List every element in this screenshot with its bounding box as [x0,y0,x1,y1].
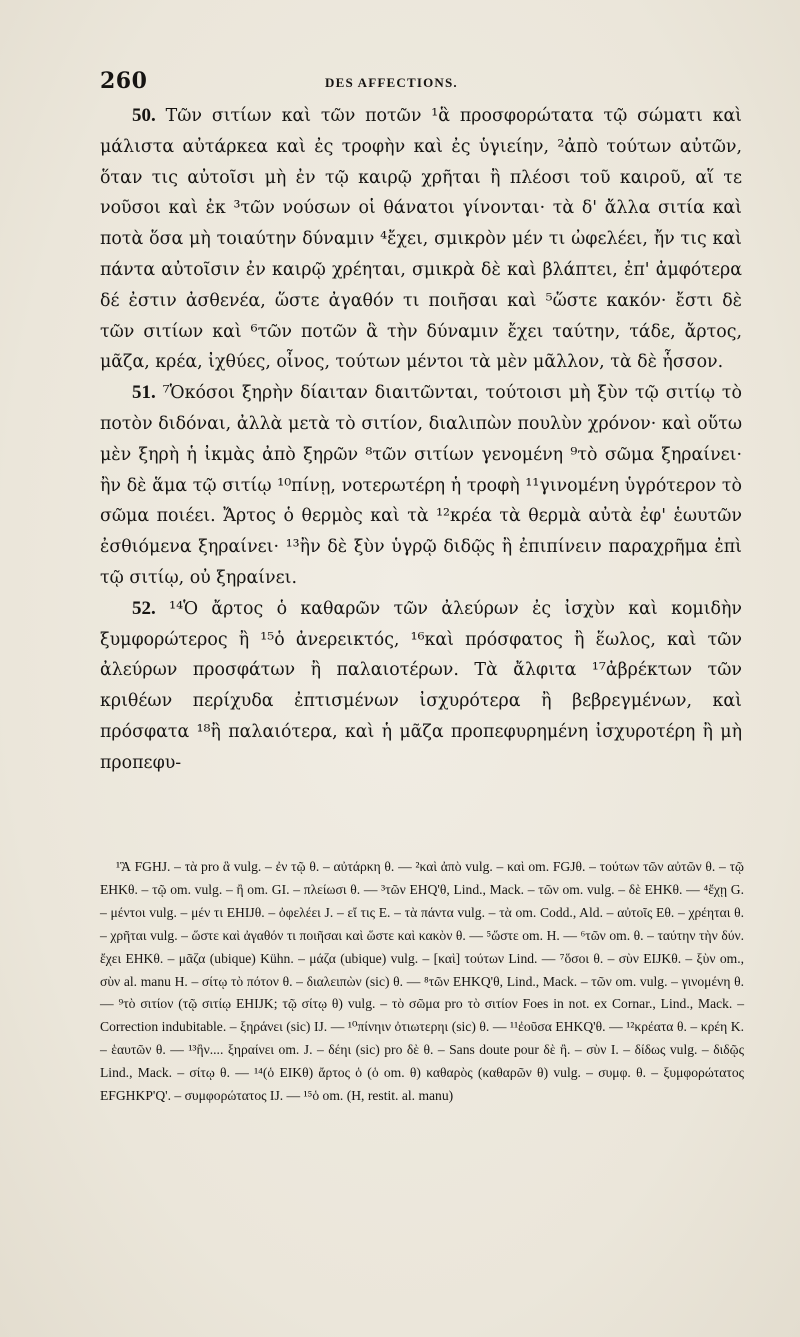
paragraph-number: 51. [132,382,156,404]
main-text [100,101,742,779]
footnotes [100,856,744,1108]
paragraph-number: 50. [132,105,156,126]
paragraph-51 [100,378,742,594]
paragraph-text: ¹⁴Ὁ ἄρτος ὁ καθαρῶν τῶν ἀλεύρων ἐς ἰσχὺν καὶ κομιδὴν ξυμφορώτερος ἢ ¹⁵ὁ ἀνερεικτός, ¹⁶καὶ πρόσφατος ἢ ἕωλος, καὶ τῶν ἀλεύρων προσφάτων ἢ παλαιοτέρων. Τὰ ἄλφιτα ¹⁷ἀβρέκτων τῶν κριθέων περίχυδα ἐπτισμένων ἰσχυρότερα ἢ βεβρεγμένων, καὶ πρόσφατα ¹⁸ἢ παλαιότερα, καὶ ἡ μᾶζα προπεφυρημένη ἰσχυροτέρη ἢ μὴ προπεφυ- [100,598,742,773]
paragraph-text: ⁷Ὁκόσοι ξηρὴν δίαιταν διαιτῶνται, τούτοισι μὴ ξὺν τῷ σιτίῳ τὸ ποτὸν διδόναι, ἀλλὰ μετὰ τὸ σιτίον, διαλιπὼν πουλὺν χρόνον· καὶ οὕτω μὲν ξηρὴ ἡ ἰκμὰς ἀπὸ ξηρῶν ⁸τῶν σιτίων γενομένη ⁹τὸ σῶμα ξηραίνει· ἢν δὲ ἅμα τῷ σιτίῳ ¹⁰πίνῃ, νοτερωτέρη ἡ τροφὴ ¹¹γινομένη ὑγρότερον τὸ σῶμα ποιέει. Ἄρτος ὁ θερμὸς καὶ τὰ ¹²κρέα τὰ θερμὰ αὐτὰ ἐφ' ἑωυτῶν ἐσθιόμενα ξηραίνει· ¹³ἢν δὲ ξὺν ὑγρῷ διδῷς ἢ ἐπιπίνειν παραχρῆμα ἐπὶ τῷ σιτίῳ, οὐ ξηραίνει. [100,383,743,588]
paragraph-50 [100,101,742,378]
paragraph-number: 52. [132,597,156,619]
page-number: 260 [100,68,148,94]
page-header [100,68,740,98]
paragraph-52 [100,594,742,779]
paragraph-text: Τῶν σιτίων καὶ τῶν ποτῶν ¹ἃ προσφορώτατα τῷ σώματι καὶ μάλιστα αὐτάρκεα καὶ ἐς τροφὴν καὶ ἐς ὑγιείην, ²ἀπὸ τούτων αὐτῶν, ὅταν τις αὐτοῖσι μὴ ἐν τῷ καιρῷ χρῆται ἢ πλέοσι τοῦ καιροῦ, αἵ τε νοῦσοι καὶ ἐκ ³τῶν νούσων οἱ θάνατοι γίνονται· τὰ δ' ἄλλα σιτία καὶ ποτὰ ὅσα μὴ τοιαύτην δύναμιν ⁴ἔχει, σμικρὸν μέν τι ὠφελέει, ἤν τις καὶ πάντα αὐτοῖσιν ἐν καιρῷ χρέηται, σμικρὰ δὲ καὶ βλάπτει, ἐπ' ἀμφότερα δέ ἐστιν ἀσθενέα, ὥστε ἀγαθόν τι ποιῆσαι καὶ ⁵ὥστε κακόν· ἔστι δὲ τῶν σιτίων καὶ ⁶τῶν ποτῶν ἃ τὴν δύναμιν ἔχει ταύτην, τάδε, ἄρτος, μᾶζα, κρέα, ἰχθύες, οἶνος, τούτων μέντοι τὰ μὲν μᾶλλον, τὰ δὲ ἧσσον. [100,106,743,373]
footnote-apparatus: ¹Ἃ FGHJ. – τὰ pro ἃ vulg. – ἐν τῷ θ. – αὐτάρκη θ. — ²καὶ ἀπὸ vulg. – καὶ om. FGJθ. – τούτων τῶν αὐτῶν θ. – τῷ EHKθ. – τῷ om. vulg. – ἢ om. GI. – πλείωσι θ. — ³τῶν EHQ'θ, Lind., Mack. – τῶν om. vulg. – δὲ EHKθ. — ⁴ἔχῃ G. – μέντοι vulg. – μέν τι EHIJθ. – ὀφελέει J. – εἴ τις E. – τὰ πάντα vulg. – τὰ om. Codd., Ald. – αὐτοῖς Eθ. – χρέηται θ. – χρῆται vulg. – ὥστε καὶ ἀγαθόν τι ποιῆσαι καὶ ὥστε καὶ κακὸν θ. — ⁵ὥστε om. H. — ⁶τῶν om. θ. – ταύτην τὴν δύν. ἔχει EHKθ. – μᾶζα (ubique) Kühn. – μάζα (ubique) vulg. – [καὶ] τούτων Lind. — ⁷ὅσοι θ. – σὺν EIJKθ. – ξὺν om., σὺν al. manu H. – σίτῳ τὸ πότον θ. – διαλειπὼν (sic) θ. — ⁸τῶν EHKQ'θ, Lind., Mack. – τῶν om. vulg. – γινομένη θ. — ⁹τὸ σιτίον (τῷ σιτίῳ EHIJK; τῷ σίτῳ θ) vulg. – τὸ σῶμα pro τὸ σιτίον Foes in not. ex Cornar., Lind., Mack. – Correction indubitable. – ξηράνει (sic) IJ. — ¹⁰πίνηιν ὀτιωτερηι (sic) θ. — ¹¹ἐοῦσα EHKQ'θ. — ¹²κρέατα θ. – κρέη K. – ἑαυτῶν θ. — ¹³ἢν.... ξηραίνει om. J. – δέηι (sic) pro δὲ θ. – Sans doute pour δὲ ἢ. – σὺν I. – δίδως vulg. – διδῷς Lind., Mack. – σίτῳ θ. — ¹⁴(ὁ EIKθ) ἄρτος ὁ (ὁ om. θ) καθαρὸς (καθαρῶν θ) vulg. – συμφ. θ. – ξυμφορώτατος EFGHKP'Q'. – συμφορώτατος IJ. — ¹⁵ὁ om. (H, restit. al. manu) [100,859,744,1104]
running-title: DES AFFECTIONS. [325,75,458,90]
